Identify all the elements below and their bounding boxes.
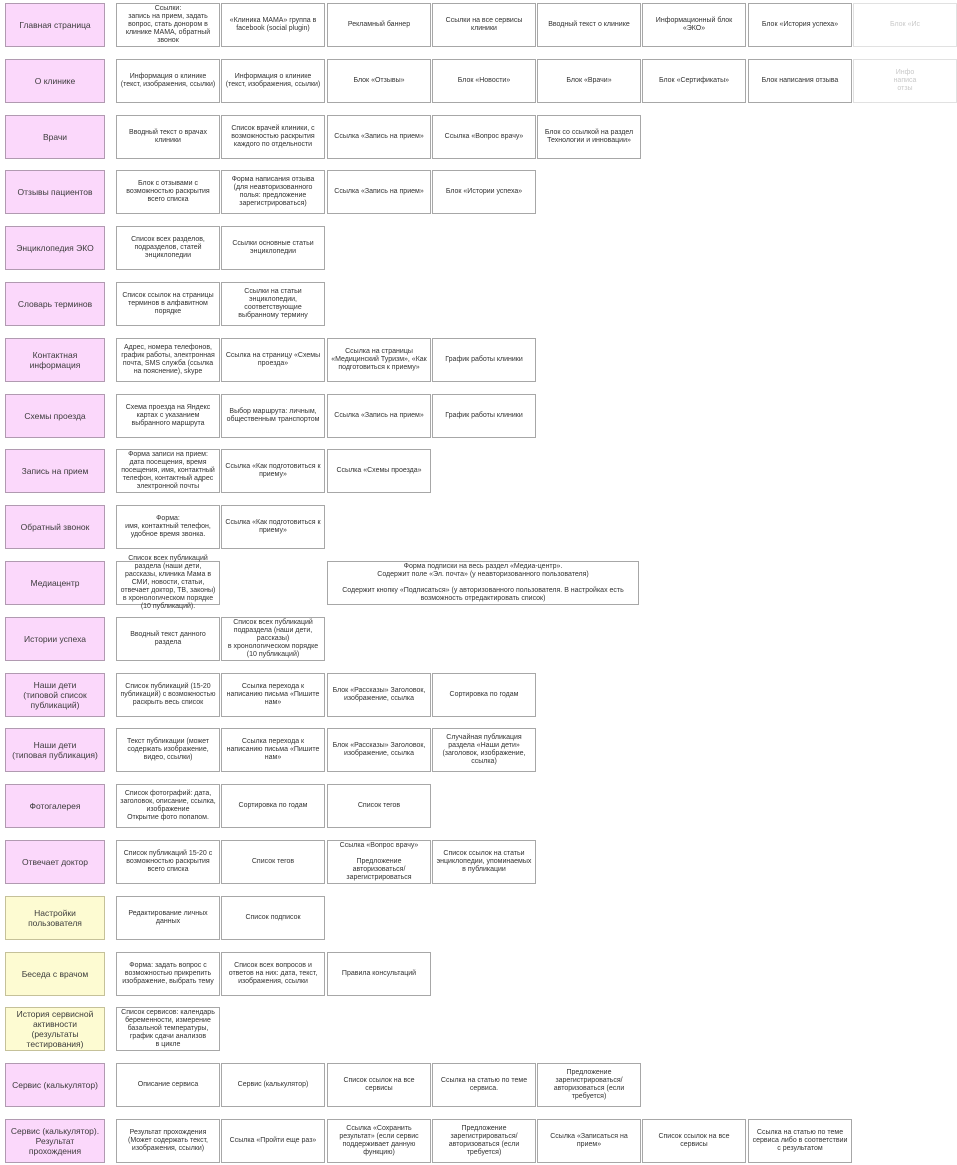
content-block: Инфо написа отзы xyxy=(853,59,957,103)
content-block: Список всех публикаций раздела (наши дети, рассказы, клиника Мама в СМИ, новости, статьи, отвечает доктор, ТВ, законы) в хронологическом порядке (10 публикаций). xyxy=(116,561,220,605)
page-node: Медиацентр xyxy=(5,561,105,605)
page-node: Отвечает доктор xyxy=(5,840,105,884)
content-block: Список ссылок на страницы терминов в алфавитном порядке xyxy=(116,282,220,326)
content-block: Ссылка на страницу «Схемы проезда» xyxy=(221,338,325,382)
content-block: Блок «Ис xyxy=(853,3,957,47)
page-node: Настройки пользователя xyxy=(5,896,105,940)
sitemap-row xyxy=(0,394,896,440)
content-block: Ссылка «Как подготовиться к приему» xyxy=(221,449,325,493)
sitemap-row xyxy=(0,728,896,774)
content-block: Информационный блок «ЭКО» xyxy=(642,3,746,47)
page-node: Главная страница xyxy=(5,3,105,47)
content-block: Информация о клинике (текст, изображения, ссылки) xyxy=(116,59,220,103)
content-block: Ссылка на статью по теме сервиса. xyxy=(432,1063,536,1107)
sitemap-row xyxy=(0,952,896,998)
content-block: Блок «Рассказы» Заголовок, изображение, ссылка xyxy=(327,728,431,772)
content-block: Список тегов xyxy=(221,840,325,884)
sitemap-row xyxy=(0,282,896,328)
sitemap-row xyxy=(0,555,896,610)
content-block: Блок с отзывами с возможностью раскрытия всего списка xyxy=(116,170,220,214)
page-node: Наши дети (типовой список публикаций) xyxy=(5,673,105,717)
content-block: Список публикаций 15-20 с возможностью раскрытия всего списка xyxy=(116,840,220,884)
sitemap-row xyxy=(0,673,896,719)
content-block: Адрес, номера телефонов, график работы, электронная почта, SMS служба (ссылка на пояснение), skype xyxy=(116,338,220,382)
content-block: Вводный текст о клинике xyxy=(537,3,641,47)
content-block: «Клиника МАМА» группа в facebook (social plugin) xyxy=(221,3,325,47)
content-block: Список публикаций (15-20 публикаций) с возможностью раскрыть весь список xyxy=(116,673,220,717)
content-block: Ссылка на статью по теме сервиса либо в соответствии с результатом xyxy=(748,1119,852,1163)
page-node: Врачи xyxy=(5,115,105,159)
content-block: Список врачей клиники, с возможностью раскрытия каждого по отдельности xyxy=(221,115,325,159)
content-block: Ссылка перехода к написанию письма «Пишите нам» xyxy=(221,728,325,772)
content-block: Форма записи на прием: дата посещения, время посещения, имя, контактный телефон, контактный адрес электронной почты xyxy=(116,449,220,493)
page-node: Истории успеха xyxy=(5,617,105,661)
content-block: Список сервисов: календарь беременности, измерение базальной температуры, график сдачи анализов в цикле xyxy=(116,1007,220,1051)
content-block: Форма: задать вопрос с возможностью прикрепить изображение, выбрать тему xyxy=(116,952,220,996)
content-block: Ссылка перехода к написанию письма «Пишите нам» xyxy=(221,673,325,717)
content-block: Ссылка «Запись на прием» xyxy=(327,394,431,438)
content-block: Форма подписки на весь раздел «Медиа-центр». Содержит поле «Эл. почта» (у неавторизованного пользователя) Содержит кнопку «Подписаться» (у авторизованного пользователя. В настройках есть возможность отредактировать список) xyxy=(327,561,639,605)
content-block: Предложение зарегистрироваться/ авторизоваться (если требуется) xyxy=(537,1063,641,1107)
content-block: Информация о клинике (текст, изображения, ссылки) xyxy=(221,59,325,103)
content-block: Блок «Истории успеха» xyxy=(432,170,536,214)
content-block: Блок «Рассказы» Заголовок, изображение, ссылка xyxy=(327,673,431,717)
content-block: Ссылка «Вопрос врачу» Предложение авторизоваться/ зарегистрироваться xyxy=(327,840,431,884)
content-block: Схема проезда на Яндекс картах с указанием выбранного маршрута xyxy=(116,394,220,438)
page-node: Энциклопедия ЭКО xyxy=(5,226,105,270)
sitemap-row xyxy=(0,617,896,663)
content-block: Список тегов xyxy=(327,784,431,828)
page-node: Отзывы пациентов xyxy=(5,170,105,214)
sitemap-row xyxy=(0,1007,896,1053)
content-block: Список всех вопросов и ответов на них: дата, текст, изображения, ссылки xyxy=(221,952,325,996)
sitemap-row xyxy=(0,840,896,886)
sitemap-row xyxy=(0,115,896,161)
page-node: Сервис (калькулятор) xyxy=(5,1063,105,1107)
sitemap-row xyxy=(0,338,896,384)
content-block: Список ссылок на статьи энциклопедии, упоминаемых в публикации xyxy=(432,840,536,884)
content-block: Редактирование личных данных xyxy=(116,896,220,940)
content-block: График работы клиники xyxy=(432,338,536,382)
sitemap-row xyxy=(0,505,896,551)
page-node: Беседа с врачом xyxy=(5,952,105,996)
content-block: Форма написания отзыва (для неавторизованного полья: предложение зарегистрироваться) xyxy=(221,170,325,214)
content-block: Ссылки на все сервисы клиники xyxy=(432,3,536,47)
content-block: Случайная публикация раздела «Наши дети» (заголовок, изображение, ссылка) xyxy=(432,728,536,772)
content-block: Ссылка «Пройти еще раз» xyxy=(221,1119,325,1163)
content-block: Вводный текст данного раздела xyxy=(116,617,220,661)
content-block: Сортировка по годам xyxy=(221,784,325,828)
content-block: Ссылка «Как подготовиться к приему» xyxy=(221,505,325,549)
sitemap-row xyxy=(0,784,896,830)
content-block: Блок «Новости» xyxy=(432,59,536,103)
content-block: Ссылка «Запись на прием» xyxy=(327,115,431,159)
content-block: Ссылка на страницы «Медицинский Туризм», «Как подготовиться к приему» xyxy=(327,338,431,382)
content-block: Ссылки основные статьи энциклопедии xyxy=(221,226,325,270)
content-block: Текст публикации (может содержать изображение, видео, ссылки) xyxy=(116,728,220,772)
content-block: Сортировка по годам xyxy=(432,673,536,717)
content-block: Список ссылок на все сервисы xyxy=(642,1119,746,1163)
content-block: Блок со ссылкой на раздел Технологии и инновации» xyxy=(537,115,641,159)
content-block: Список всех публикаций подраздела (наши дети, рассказы) в хронологическом порядке (10 публикаций) xyxy=(221,617,325,661)
content-block: Ссылки на статьи энциклопедии, соответствующие выбранному термину xyxy=(221,282,325,326)
sitemap-row xyxy=(0,59,917,105)
page-node: Схемы проезда xyxy=(5,394,105,438)
content-block: Описание сервиса xyxy=(116,1063,220,1107)
content-block: Список подписок xyxy=(221,896,325,940)
sitemap-row xyxy=(0,226,896,272)
content-block: Правила консультаций xyxy=(327,952,431,996)
sitemap-row xyxy=(0,896,896,942)
content-block: Блок «История успеха» xyxy=(748,3,852,47)
page-node: Наши дети (типовая публикация) xyxy=(5,728,105,772)
content-block: Выбор маршрута: личным, общественным транспортом xyxy=(221,394,325,438)
page-node: Фотогалерея xyxy=(5,784,105,828)
content-block: Блок «Отзывы» xyxy=(327,59,431,103)
content-block: Блок написания отзыва xyxy=(748,59,852,103)
sitemap-row xyxy=(0,3,920,49)
page-node: История сервисной активности (результаты тестирования) xyxy=(5,1007,105,1051)
content-block: Ссылка «Сохранить результат» (если сервис поддерживает данную функцию) xyxy=(327,1119,431,1163)
content-block: Рекламный баннер xyxy=(327,3,431,47)
page-node: Обратный звонок xyxy=(5,505,105,549)
content-block: Результат прохождения (Может содержать текст, изображения, ссылки) xyxy=(116,1119,220,1163)
content-block: Список всех разделов, подразделов, статей энциклопедии xyxy=(116,226,220,270)
content-block: Сервис (калькулятор) xyxy=(221,1063,325,1107)
content-block: Форма: имя, контактный телефон, удобное время звонка. xyxy=(116,505,220,549)
content-block: Ссылки: запись на прием, задать вопрос, стать донором в клинике МАМА, обратный звонок xyxy=(116,3,220,47)
content-block: Список фотографий: дата, заголовок, описание, ссылка, изображение Открытие фото попапом. xyxy=(116,784,220,828)
content-block: Ссылка «Вопрос врачу» xyxy=(432,115,536,159)
sitemap-row xyxy=(0,449,896,495)
page-node: Контактная информация xyxy=(5,338,105,382)
content-block: Ссылка «Схемы проезда» xyxy=(327,449,431,493)
content-block: Ссылка «Запись на прием» xyxy=(327,170,431,214)
page-node: Словарь терминов xyxy=(5,282,105,326)
page-node: Сервис (калькулятор). Результат прохождения xyxy=(5,1119,105,1163)
page-node: О клинике xyxy=(5,59,105,103)
sitemap-row xyxy=(0,170,896,216)
content-block: Вводный текст о врачах клиники xyxy=(116,115,220,159)
sitemap-row xyxy=(0,1063,896,1109)
content-block: График работы клиники xyxy=(432,394,536,438)
page-node: Запись на прием xyxy=(5,449,105,493)
content-block: Список ссылок на все сервисы xyxy=(327,1063,431,1107)
sitemap-row xyxy=(0,1119,896,1165)
content-block: Предложение зарегистрироваться/ авторизоваться (если требуется) xyxy=(432,1119,536,1163)
content-block: Блок «Сертификаты» xyxy=(642,59,746,103)
content-block: Ссылка «Записаться на прием» xyxy=(537,1119,641,1163)
content-block: Блок «Врачи» xyxy=(537,59,641,103)
